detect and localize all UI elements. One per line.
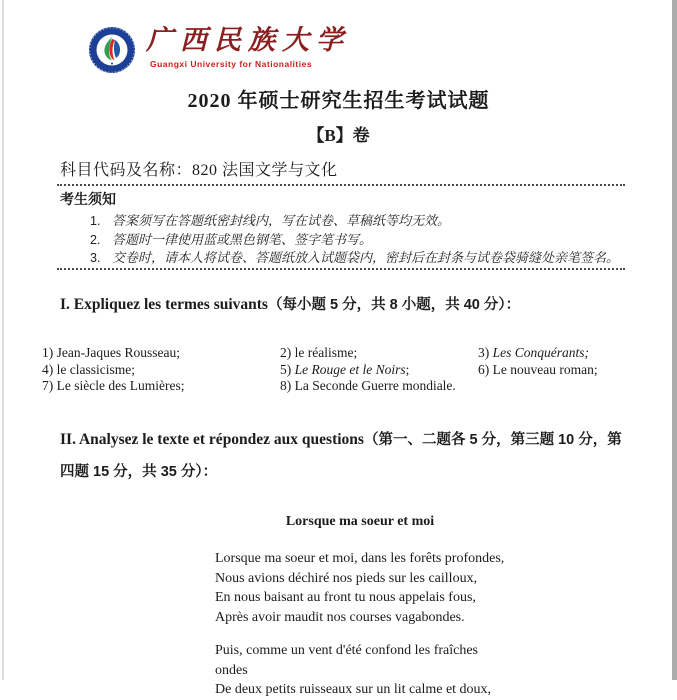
notice-list [60,212,622,268]
subject-code-line: 科目代码及名称：820 法国文学与文化 [60,162,338,179]
term-item-5: 5) Le Rouge et le Noirs; [280,361,410,377]
terms-list [42,345,657,395]
dotted-divider-bottom [57,268,625,270]
candidate-notice-box [60,189,622,268]
poem-block [215,514,505,700]
page-left-edge-line [2,0,4,680]
poem-title: Lorsque ma soeur et moi [285,514,435,529]
university-name-en: Guangxi University for Nationalities [150,59,313,69]
poem-line: Lorsque ma soeur et moi, dans les forêts profondes, [215,551,505,566]
notice-item-text: 交卷时，请本人将试卷、答题纸放入试题袋内，密封后在封条与试卷袋骑缝处亲笔签名。 [112,250,620,265]
poem-stanza-2 [215,641,505,700]
notice-item-number: 1. [90,214,101,228]
term-item-6: 6) Le nouveau roman; [478,361,598,377]
section2-heading-chinese: （第一、二题各 5 分，第三题 10 分，第四题 15 分，共 35 分）： [60,432,622,480]
stanza-gap [215,627,505,641]
section2-heading [60,424,629,488]
exam-title: 2020 年硕士研究生招生考试试题 [187,90,490,112]
page-right-edge-strip [672,0,677,680]
term-item-4: 4) le classicisme; [42,361,135,377]
section1-heading [60,293,637,314]
term-item-7: 7) Le siècle des Lumières; [42,378,185,393]
notice-item-text: 答案须写在答题纸密封线内，写在试卷、草稿纸等均无效。 [112,213,451,228]
section1-heading-chinese: （每小题 5 分，共 8 小题，共 40 分）： [267,297,521,313]
poem-line: Puis, comme un vent d'été confond les fraîches ondes [215,643,479,678]
poem-line: En nous baisant au front tu nous appelais fous, [215,590,476,605]
term-item-1: 1) Jean-Jaques Rousseau; [42,345,180,360]
notice-item-text: 答题时一律使用蓝或黑色钢笔、签字笔书写。 [112,231,373,247]
notice-item [60,231,622,250]
poem-line: Après avoir maudit nos courses vagabondes. [215,609,465,625]
section1-heading-french: I. Expliquez les termes suivants [60,296,268,313]
poem-line: Nous avions déchiré nos pieds sur les cailloux, [215,570,478,586]
notice-item-number: 2. [90,232,101,247]
notice-item [60,249,622,268]
university-names [146,26,350,69]
university-name-zh: 广西民族大学 [146,25,350,56]
poem-stanza-1 [215,549,505,627]
dotted-divider-top [57,184,625,186]
notice-heading: 考生须知 [60,191,116,207]
poem-line: De deux petits ruisseaux sur un lit calme et doux, [215,682,492,697]
notice-item-number: 3. [90,251,101,265]
notice-item [60,212,622,231]
paper-version-label: 【B】卷 [307,126,370,145]
term-item-2: 2) le réalisme; [280,345,358,360]
term-item-8: 8) La Seconde Guerre mondiale. [280,378,456,393]
university-header [88,26,350,74]
section2-heading-french: II. Analysez le texte et répondez aux questions [60,431,364,448]
term-item-3: 3) Les Conquérants; [478,345,590,360]
university-emblem-icon [88,26,136,74]
